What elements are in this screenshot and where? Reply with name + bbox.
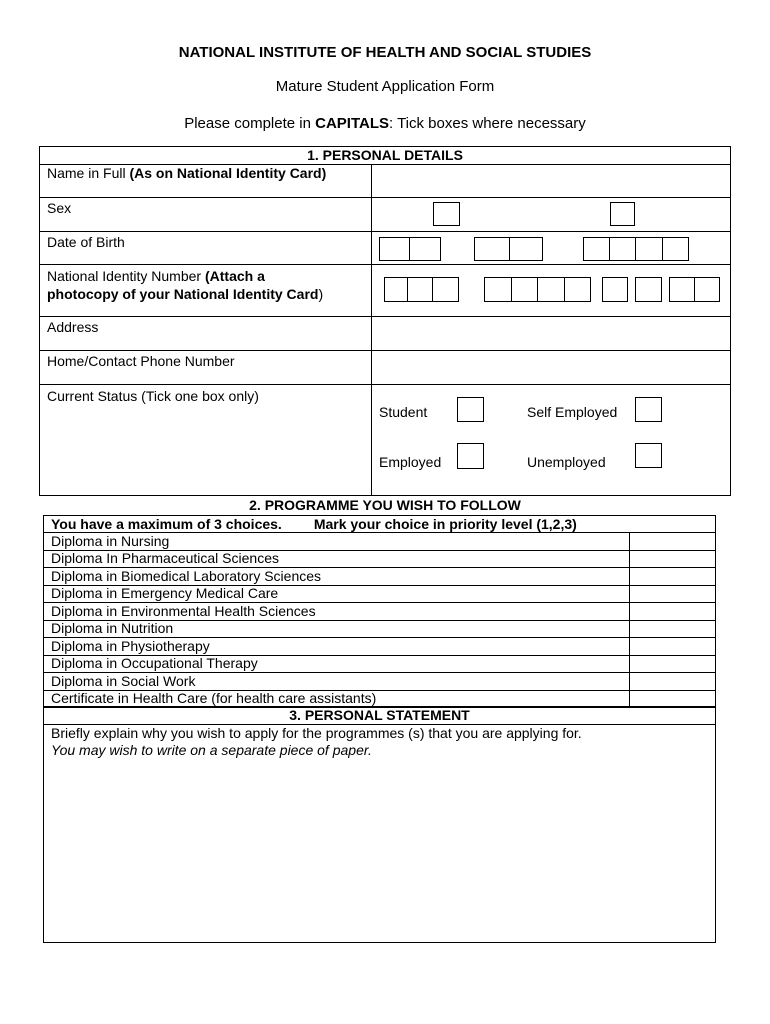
programme-label: Diploma in Physiotherapy — [51, 637, 210, 654]
programme-priority-field[interactable] — [630, 621, 715, 638]
nid-digit-10[interactable] — [669, 277, 695, 302]
form-instruction: Please complete in CAPITALS: Tick boxes where necessary — [184, 115, 586, 132]
sex-label: Sex — [47, 200, 72, 216]
programme-priority-field[interactable] — [630, 586, 715, 603]
dob-year-digit-4[interactable] — [662, 237, 689, 261]
programme-label: Diploma in Occupational Therapy — [51, 655, 258, 671]
phone-label: Home/Contact Phone Number — [47, 353, 235, 369]
address-label: Address — [47, 319, 99, 335]
nid-digit-2[interactable] — [407, 277, 433, 302]
dob-year-digit-2[interactable] — [609, 237, 636, 261]
dob-month-digit-2[interactable] — [509, 237, 543, 261]
programme-heading: 2. PROGRAMME YOU WISH TO FOLLOW — [249, 497, 521, 513]
dob-year-digit-1[interactable] — [583, 237, 610, 261]
dob-day-digit-2[interactable] — [409, 237, 441, 261]
phone-field[interactable] — [372, 351, 730, 383]
programme-label: Diploma in Emergency Medical Care — [51, 585, 279, 601]
status-student-label: Student — [379, 404, 428, 420]
personal-statement-field[interactable] — [44, 760, 715, 942]
programme-priority-field[interactable] — [630, 603, 715, 620]
status-self-employed-checkbox[interactable] — [635, 397, 662, 422]
programme-priority-field[interactable] — [630, 551, 715, 568]
personal-statement-heading: 3. PERSONAL STATEMENT — [289, 707, 470, 723]
name-field[interactable] — [372, 165, 730, 196]
programme-label: Diploma in Biomedical Laboratory Sciences — [51, 567, 322, 584]
nid-digit-7[interactable] — [564, 277, 591, 302]
dob-month-digit-1[interactable] — [474, 237, 510, 261]
nid-digit-3[interactable] — [432, 277, 459, 302]
programme-label: Diploma In Pharmaceutical Sciences — [51, 550, 279, 566]
status-employed-label: Employed — [379, 454, 442, 470]
nid-digit-1[interactable] — [384, 277, 408, 302]
status-label: Current Status (Tick one box only) — [47, 388, 259, 404]
programme-label: Diploma in Nutrition — [51, 620, 174, 636]
status-unemployed-checkbox[interactable] — [635, 443, 662, 468]
form-title: NATIONAL INSTITUTE OF HEALTH AND SOCIAL STUDIES — [178, 44, 592, 61]
name-label: Name in Full (As on National Identity Card) — [47, 165, 327, 181]
personal-statement-prompt: Briefly explain why you wish to apply for the programmes (s) that you are applying for. — [51, 725, 582, 741]
programme-intro: You have a maximum of 3 choices. Mark your choice in priority level (1,2,3) — [51, 516, 577, 532]
programme-priority-field[interactable] — [630, 673, 715, 690]
programme-label: Diploma in Environmental Health Sciences — [51, 602, 316, 619]
dob-label: Date of Birth — [47, 234, 125, 250]
nid-label: National Identity Number (Attach a photocopy of your National Identity Card) — [47, 268, 324, 302]
programme-label: Diploma in Social Work — [51, 672, 196, 689]
programme-priority-field[interactable] — [630, 691, 715, 708]
nid-digit-4[interactable] — [484, 277, 512, 302]
programme-label: Diploma in Nursing — [51, 532, 170, 549]
dob-day-digit-1[interactable] — [379, 237, 410, 261]
dob-year-digit-3[interactable] — [635, 237, 663, 261]
status-self-employed-label: Self Employed — [527, 404, 618, 420]
nid-digit-8[interactable] — [602, 277, 628, 302]
status-employed-checkbox[interactable] — [457, 443, 484, 469]
status-student-checkbox[interactable] — [457, 397, 484, 422]
programme-priority-field[interactable] — [630, 656, 715, 673]
programme-priority-field[interactable] — [630, 533, 715, 550]
nid-digit-5[interactable] — [511, 277, 538, 302]
programme-priority-field[interactable] — [630, 568, 715, 585]
nid-digit-9[interactable] — [635, 277, 662, 302]
sex-checkbox-1[interactable] — [433, 202, 460, 226]
personal-statement-note: You may wish to write on a separate piece of paper. — [51, 742, 372, 758]
nid-digit-11[interactable] — [694, 277, 720, 302]
nid-digit-6[interactable] — [537, 277, 565, 302]
personal-details-heading: 1. PERSONAL DETAILS — [307, 147, 463, 163]
programme-priority-field[interactable] — [630, 638, 715, 655]
sex-checkbox-2[interactable] — [610, 202, 635, 226]
address-field[interactable] — [372, 317, 730, 349]
programme-label: Certificate in Health Care (for health care assistants) — [51, 690, 377, 706]
form-subtitle: Mature Student Application Form — [275, 78, 495, 95]
status-unemployed-label: Unemployed — [527, 454, 606, 470]
